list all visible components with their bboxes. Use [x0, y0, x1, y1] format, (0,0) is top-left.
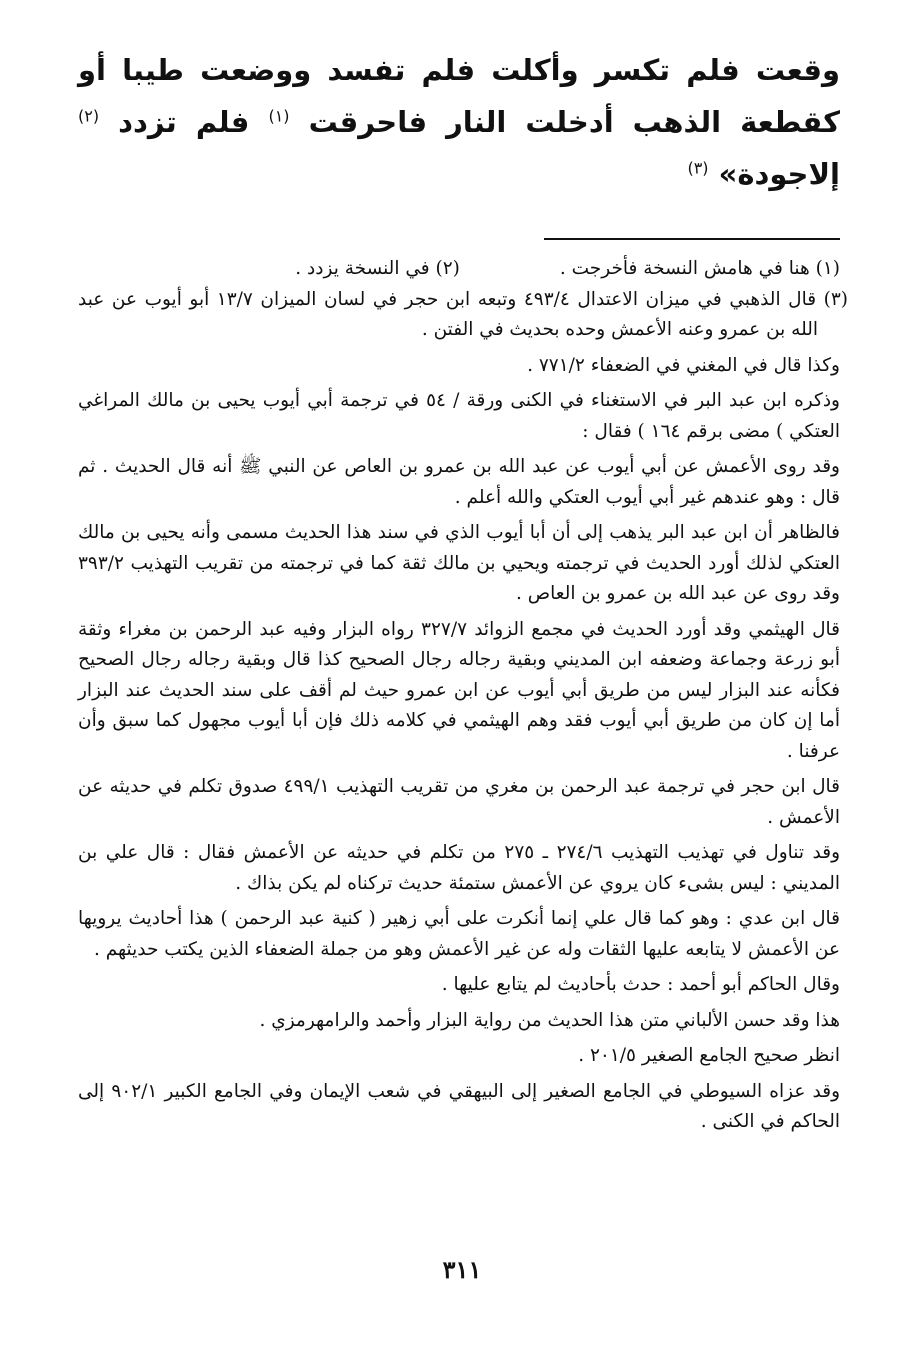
footnote-3-paragraph: فالظاهر أن ابن عبد البر يذهب إلى أن أبا أيوب الذي في سند هذا الحديث مسمى وأنه يحيى بن مالك العتكي لذلك أورد الحديث في ترجمته ويحيي بن مالك ثقة كما في ترجمته من تقريب التهذيب ٣٩٣/٢ وقد روى عن عبد الله بن عمرو بن العاص .	[78, 522, 840, 604]
footnote-3-paragraph: وذكره ابن عبد البر في الاستغناء في الكنى ورقة / ٥٤ في ترجمة أبي أيوب يحيى بن مالك المراغي العتكي ) مضى برقم ١٦٤ ) فقال :	[78, 390, 840, 442]
main-text-part-2: فلم تزدد	[118, 105, 250, 139]
main-text-part-1: وقعت فلم تكسر وأكلت فلم تفسد ووضعت طيبا أو كقطعة الذهب أدخلت النار فاحرقت	[78, 53, 841, 139]
footnote-3-paragraph: قال ابن حجر في ترجمة عبد الرحمن بن مغري من تقريب التهذيب ٤٩٩/١ صدوق تكلم في حديثه عن الأعمش .	[78, 776, 840, 828]
footnote-3-paragraph: وقد روى الأعمش عن أبي أيوب عن عبد الله بن عمرو بن العاص عن النبي ﷺ أنه قال الحديث . ثم قال : وهو عندهم غير أبي أيوب العتكي والله أعلم .	[78, 456, 840, 508]
main-text-part-3: إلاجودة»	[718, 157, 840, 191]
footnote-3-paragraph: قال ابن عدي : وهو كما قال علي إنما أنكرت على أبي زهير ( كنية عبد الرحمن ) هذا أحاديث يرويها عن الأعمش لا يتابعه عليها الثقات وله عن غير الأعمش وهو من جملة الضعفاء الذين يكتب حديثهم .	[78, 908, 840, 960]
page-content	[78, 44, 848, 1138]
footnote-ref-1: (١)	[268, 106, 290, 126]
footnote-2: (٢) في النسخة يزدد .	[295, 258, 460, 279]
footnote-separator	[544, 238, 840, 240]
footnotes	[78, 254, 848, 1138]
footnote-row-1-2	[78, 254, 848, 285]
footnote-3-paragraph: قال الهيثمي وقد أورد الحديث في مجمع الزوائد ٣٢٧/٧ رواه البزار وفيه عبد الرحمن بن مغراء وثقة أبو زرعة وجماعة وضعفه ابن المديني وبقية رجاله رجال الصحيح كذا قال وبقية رجاله رجال الصحيح فكأنه عند البزار ليس من طريق أبي أيوب عن ابن عمرو حيث لم أقف على سند الحديث عند البزار أما إن كان من طريق أبي أيوب فقد وهم الهيثمي في كلامه ذلك فإن أبا أيوب مجهول كما سبق وأن عرفنا .	[78, 618, 841, 762]
footnote-3-paragraph: انظر صحيح الجامع الصغير ٢٠١/٥ .	[578, 1045, 840, 1066]
main-text	[78, 44, 848, 200]
footnote-3: (٣) قال الذهبي في ميزان الاعتدال ٤٩٣/٤ وتبعه ابن حجر في لسان الميزان ١٣/٧ أبو أيوب عن عبد الله بن عمرو وعنه الأعمش وحده بحديث في الفتن .	[78, 288, 848, 340]
footnote-3-paragraph: وكذا قال في المغني في الضعفاء ٧٧١/٢ .	[527, 354, 840, 376]
page-number: ٣١١	[442, 1255, 482, 1284]
footnote-3-paragraph: وقد تناول في تهذيب التهذيب ٢٧٤/٦ ـ ٢٧٥ من تكلم في حديثه عن الأعمش فقال : قال علي بن المديني : ليس بشىء كان يروي عن الأعمش ستمئة حديث تركناه لم يكن بذاك .	[78, 842, 840, 894]
footnote-ref-3: (٣)	[687, 158, 709, 178]
footnote-3-paragraph: وقال الحاكم أبو أحمد : حدث بأحاديث لم يتابع عليها .	[441, 974, 840, 995]
footnote-3-paragraph: هذا وقد حسن الألباني متن هذا الحديث من رواية البزار وأحمد والرامهرمزي .	[259, 1009, 840, 1031]
footnote-3-paragraph: وقد عزاه السيوطي في الجامع الصغير إلى البيهقي في شعب الإيمان وفي الجامع الكبير ٩٠٢/١ إلى الحاكم في الكنى .	[78, 1080, 840, 1132]
footnote-1: (١) هنا في هامش النسخة فأخرجت .	[559, 258, 840, 279]
footnote-ref-2: (٢)	[78, 106, 100, 126]
